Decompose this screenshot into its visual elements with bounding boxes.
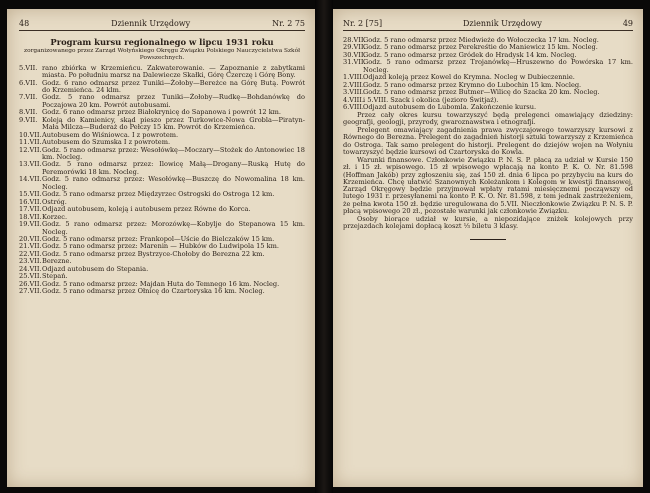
entry-text: Koleją do Kamienicy, skąd pieszo przez Turkowice-Nowa Grobla—Piratyn-Mała Milcza—Buderaż do Pełczy 15 km. Powrót do Krzemieńca. bbox=[42, 115, 305, 132]
entry-text: Odjazd autobusem do Lubomla. Zakończenie kursu. bbox=[363, 103, 537, 112]
entry-text: Berezne. bbox=[42, 257, 72, 266]
entry-text: Godz. 6 rano odmarsz przez Tuniki—Żołoby—Bereżce na Górę Butą. Powrót do Krzemieńca. 24 klm. bbox=[42, 78, 305, 94]
paragraph: Warunki finansowe. Członkowie Związku P. N. S. P. płacą za udział w Kursie 150 zł. i 15 zł. wpisowego. 15 zł wpisowego wpłacają na konto P. K. O. Nr. 81.598 (Hoffman Jakób) przy zgłoszeniu się, zaś 150 zł. dnia 6 lipca po przybyciu na kurs do Krzemieńca. Chcę ułatwić Szanownych Koleżankom i Kolegom w kwestji finansowej, Zarząd Okręgowy będzie przyjmował wpłaty ratami miesięcznemi począwszy od lutego 1931 r. przesyłanemi na konto P. K. O. Nr. 81.598, z tem jednak zastrzeżeniem, że pełna kwota 150 zł. będzie uregulowana do 5.VII. Nieczłonkowie Związku P. N. S. P. płacą wpisowego 20 zł., pozostałe warunki jak członkowie Związku. bbox=[343, 156, 633, 215]
entry-date: 3.VIII. bbox=[343, 88, 364, 97]
entry-text: Godz. 5 rano odmarsz przez: Marenin — Hubków do Ludwipola 15 km. bbox=[42, 242, 279, 251]
conditions-text bbox=[343, 112, 633, 231]
issue-number: Nr. 2 75 bbox=[272, 19, 305, 28]
entry-date: 6.VII. bbox=[19, 78, 38, 87]
entry-date: 7.VII. bbox=[19, 93, 38, 102]
itinerary-entry bbox=[343, 59, 633, 74]
entry-date: 29.VII. bbox=[343, 43, 366, 52]
entry-date: 12.VII. bbox=[19, 145, 42, 154]
entry-date: 27.VII. bbox=[19, 287, 42, 296]
book-gutter bbox=[315, 0, 333, 493]
entry-text: Korzec. bbox=[42, 212, 68, 221]
issue-number: Nr. 2 [75] bbox=[343, 19, 383, 28]
entry-date: 23.VII. bbox=[19, 257, 42, 266]
entry-text: Godz. 5 rano odmarsz przez Bystrzyce-Chołoby do Berezna 22 km. bbox=[42, 249, 265, 258]
entry-text: Autobusem do Szumska I z powrotem. bbox=[42, 138, 171, 147]
program-subtitle: zorganizowanego przez Zarząd Wołyńskiego Okręgu Związku Polskiego Nauczycielstwa Szkół Powszechnych. bbox=[24, 48, 300, 61]
entry-date: 8.VII. bbox=[19, 108, 38, 117]
itinerary-entry bbox=[19, 161, 305, 176]
entry-text: Godz. 5 rano odmarsz przez: Wesołówkę—Moczary—Stożek do Antonowiec 18 km. Nocleg. bbox=[42, 145, 305, 162]
entry-text: Godz. 5 rano odmarsz przez Butmer—Wilicę do Szacka 20 km. Nocleg. bbox=[363, 88, 600, 97]
entry-text: Godz. 5 rano odmarsz przez Krymno do Lubochin 15 km. Nocleg. bbox=[363, 80, 582, 89]
entry-text: Godz. 5 rano odmarsz przez: Ilowicę Małą—Drogany—Ruską Hutę do Peremorówki 18 km. Nocleg. bbox=[42, 160, 305, 176]
entry-date: 21.VII. bbox=[19, 242, 42, 251]
entry-date: 14.VII. bbox=[19, 175, 42, 184]
entry-text: Godz. 5 rano odmarsz przez: Frankopol—Uście do Bielczaków 15 km. bbox=[42, 235, 275, 244]
itinerary-entry bbox=[19, 288, 305, 295]
itinerary-entry bbox=[19, 94, 305, 109]
entry-date: 1.VIII. bbox=[343, 73, 364, 82]
entry-text: Godz. 5 rano odmarsz przez: Wesołówkę—Buszczę do Nowomalina 18 km. Nocleg. bbox=[42, 175, 305, 191]
entry-date: 28.VII. bbox=[343, 36, 366, 44]
entry-text: Godz. 6 rano odmarsz przez Białokrynicę do Sapanowa i powrót 12 km. bbox=[42, 108, 282, 117]
program-title: Program kursu regionalnego w lipcu 1931 roku bbox=[50, 37, 274, 47]
entry-date: 24.VII. bbox=[19, 264, 42, 273]
entry-date: 25.VII. bbox=[19, 272, 42, 281]
entry-date: 4.VIII. bbox=[343, 95, 364, 104]
paragraph: Prelegent omawiający zagadnienia prawa zwyczajowego towarzyszy kursowi z Równego do Berezna. Prelegent do zagadnień historji sztuki towarzyszy z Krzemieńca do Ostroga. Tak samo prelegent do historji. Prelegent do dziejów wojen na Wołyniu towarzyszyć będzie kursowi od Czartoryska do Kowla. bbox=[343, 126, 633, 156]
right-page-header bbox=[343, 19, 633, 31]
paragraph: Przez cały okres kursu towarzyszyć będą prelegenci omawiający dziedziny: geografji, geologji, przyrody, gwaroznawstwa i etnografji. bbox=[343, 110, 633, 126]
entry-date: 18.VII. bbox=[19, 212, 42, 221]
journal-title: Dziennik Urzędowy bbox=[111, 19, 191, 28]
itinerary-list bbox=[343, 37, 633, 112]
entry-text: Godz. 5 rano odmarsz przez Miedwieże do Wołoczecka 17 km. Nocleg. bbox=[363, 36, 599, 44]
itinerary-entry bbox=[19, 176, 305, 191]
page-number: 48 bbox=[19, 19, 30, 28]
entry-date: 20.VII. bbox=[19, 235, 42, 244]
itinerary-entry bbox=[19, 65, 305, 80]
entry-date: 13.VII. bbox=[19, 160, 42, 169]
entry-text: Ostróg. bbox=[42, 197, 67, 206]
left-page bbox=[7, 9, 315, 487]
entry-text: Autobusem do Wiśniowca. I z powrotem. bbox=[42, 130, 179, 139]
entry-text: Godz. 5 rano odmarsz przez Trojanówkę—Hruszewno do Powórska 17 km. Nocleg. bbox=[363, 58, 633, 74]
entry-date: 22.VII. bbox=[19, 249, 42, 258]
entry-text: Godz. 5 rano odmarsz przez Ołnicę do Czartoryska 16 km. Nocleg. bbox=[42, 287, 265, 296]
entry-date: 17.VII. bbox=[19, 205, 42, 214]
itinerary-entry bbox=[19, 117, 305, 132]
entry-text: Godz. 5 rano odmarsz przez Międzyrzec Ostrogski do Ostroga 12 km. bbox=[42, 190, 275, 199]
entry-date: 30.VII. bbox=[343, 50, 366, 59]
page-number: 49 bbox=[622, 19, 633, 28]
entry-date: 6.VIII. bbox=[343, 103, 364, 112]
entry-text: Godz. 5 rano odmarsz przez: Majdan Huta do Temnego 16 km. Nocleg. bbox=[42, 279, 280, 288]
itinerary-list bbox=[19, 65, 305, 296]
end-rule bbox=[470, 239, 506, 240]
entry-text: Godz. 5 rano odmarsz przez Gródek do Hradysk 14 km. Nocleg. bbox=[363, 50, 577, 59]
entry-date: 19.VII. bbox=[19, 220, 42, 229]
entry-date: 9.VII. bbox=[19, 115, 38, 124]
entry-date: 31.VII. bbox=[343, 58, 366, 67]
entry-text: Stepań. bbox=[42, 272, 68, 281]
entry-date: 11.VII. bbox=[19, 138, 42, 147]
entry-text: i 5.VIII. Szack i okolica (jezioro Świtjaź). bbox=[363, 95, 499, 104]
entry-date: 26.VII. bbox=[19, 279, 42, 288]
journal-title: Dziennik Urzędowy bbox=[462, 19, 542, 28]
itinerary-entry bbox=[19, 147, 305, 162]
entry-text: Odjazd koleją przez Kowel do Krymna. Nocleg w Dubieczennie. bbox=[363, 73, 575, 82]
entry-text: Godz. 5 rano odmarsz przez Perekreśtie do Maniewicz 15 km. Nocleg. bbox=[363, 43, 598, 52]
entry-date: 2.VIII. bbox=[343, 80, 364, 89]
entry-text: Godz. 5 rano odmarsz przez: Morozówkę—Kobylje do Stepanowa 15 km. Nocleg. bbox=[42, 220, 305, 236]
itinerary-entry bbox=[19, 221, 305, 236]
right-page bbox=[333, 9, 643, 487]
entry-text: Godz. 5 rano odmarsz przez Tuniki—Żołoby—Rudkę—Bohdanówkę do Poczajowa 20 km. Powrót autobusami. bbox=[42, 93, 305, 109]
left-page-header bbox=[19, 19, 305, 31]
entry-date: 5.VII. bbox=[19, 63, 38, 72]
entry-date: 16.VII. bbox=[19, 197, 42, 206]
entry-text: Odjazd autobusem, koleją i autobusem przez Równe do Korca. bbox=[42, 205, 251, 214]
paragraph: Osoby biorące udział w kursie, a niepozidające zniżek kolejowych przy przejazdach kolejami dopłacą koszt ⅓ biletu 3 klasy. bbox=[343, 215, 633, 231]
entry-text: rano zbiórka w Krzemieńcu. Zakwaterowanie. — Zapoznanie z zabytkami miasta. Po południu marsz na Dalewiecze Skałki, Górę Czerczę i Górę Bony. bbox=[42, 63, 305, 80]
entry-date: 10.VII. bbox=[19, 130, 42, 139]
entry-date: 15.VII. bbox=[19, 190, 42, 199]
entry-text: Odjazd autobusem do Stepania. bbox=[42, 264, 149, 273]
